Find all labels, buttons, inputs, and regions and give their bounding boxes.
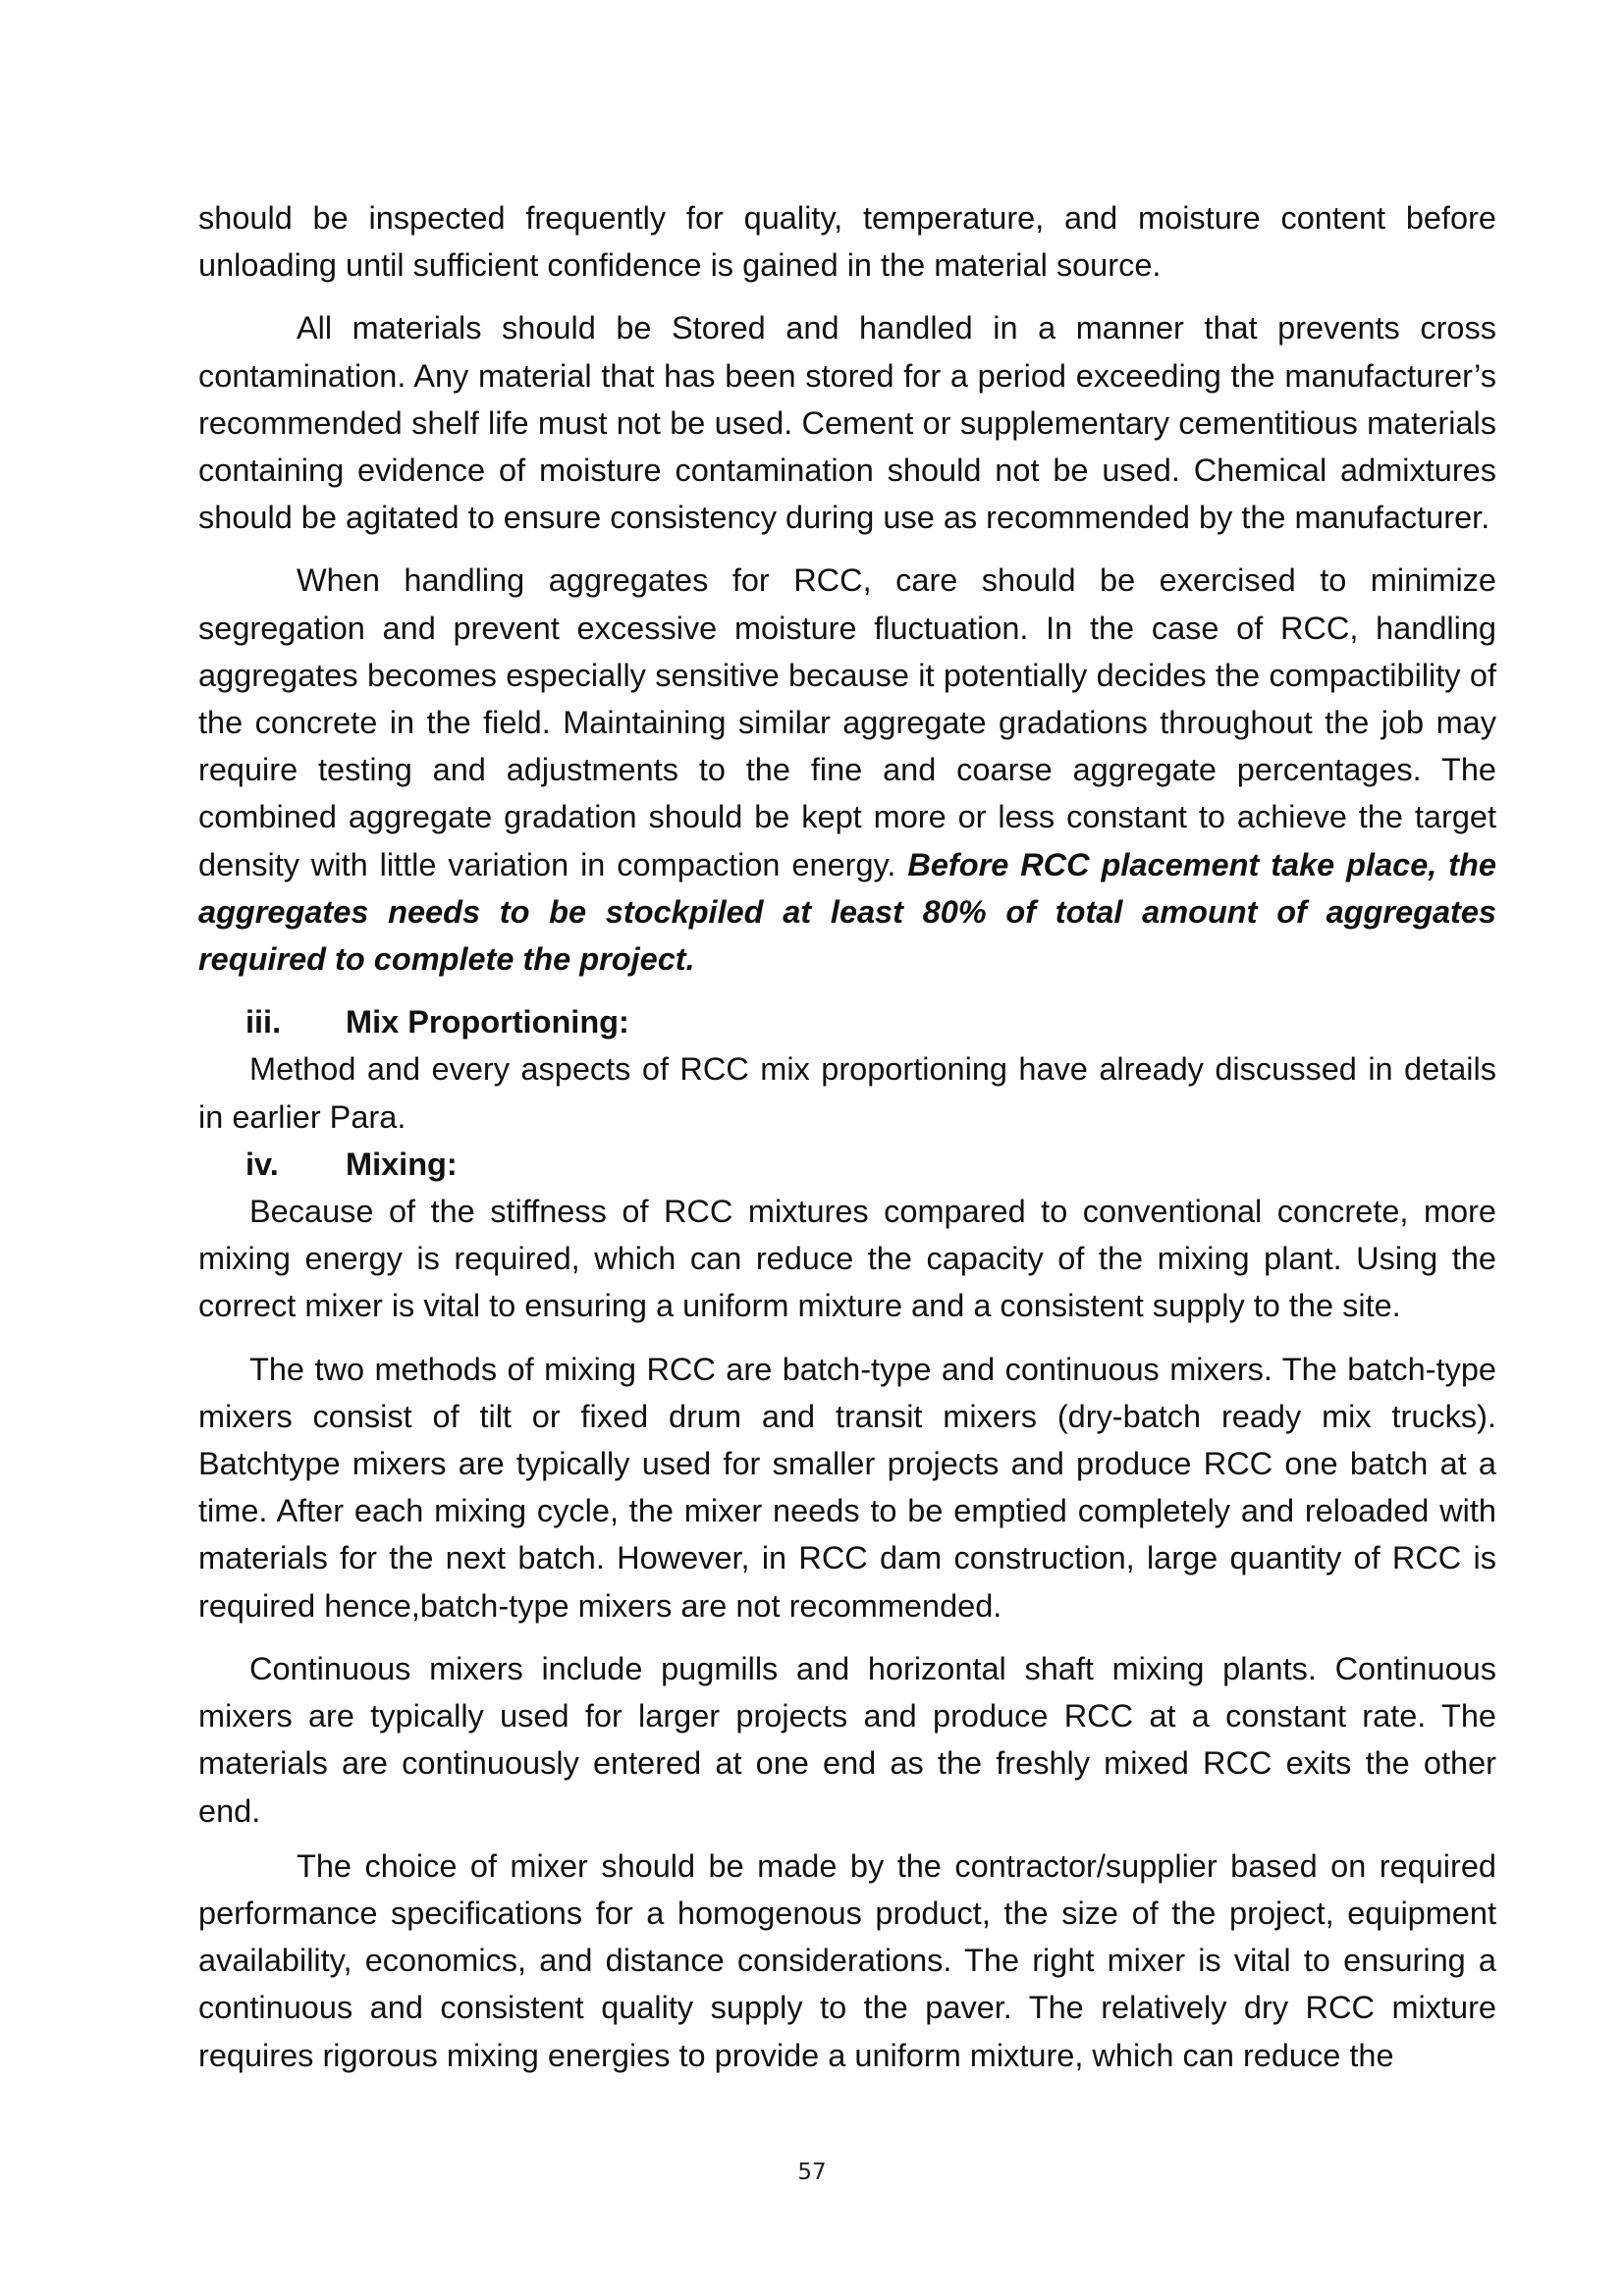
heading-title: Mixing: <box>346 1146 458 1182</box>
paragraph-mixer-choice: The choice of mixer should be made by the contractor/supplier based on required performance specifications for a homogenous product, the size of the project, equipment availability, economics, and distance considerations. The right mixer is vital to ensuring a continuous and consistent quality supply to the paver. The relatively dry RCC mixture requires rigorous mixing energies to provide a uniform mixture, which can reduce the <box>198 1847 1496 2073</box>
heading-title: Mix Proportioning: <box>346 1004 629 1041</box>
page-body <box>198 194 1496 2079</box>
heading-mixing <box>198 1141 1496 1188</box>
paragraph-inspection: should be inspected frequently for quality, temperature, and moisture content before unloading until sufficient confidence is gained in the material source. <box>198 200 1496 284</box>
heading-number: iii. <box>245 1004 282 1041</box>
heading-mix-proportioning <box>198 998 1496 1045</box>
heading-number: iv. <box>245 1146 279 1182</box>
aggregates-emphasis: Before RCC placement take place, the aggregates needs to be stockpiled at least 80% of total amount of aggregates required to complete the project. <box>198 846 1496 978</box>
paragraph-continuous-mixers: Continuous mixers include pugmills and horizontal shaft mixing plants. Continuous mixers are typically used for larger projects and produce RCC at a constant rate. The materials are continuously entered at one end as the freshly mixed RCC exits the other end. <box>198 1650 1496 1829</box>
paragraph-mix-method: Method and every aspects of RCC mix proportioning have already discussed in details in earlier Para. <box>198 1051 1496 1135</box>
page-number: 57 <box>797 2160 827 2185</box>
paragraph-storage: All materials should be Stored and handled in a manner that prevents cross contamination. Any material that has been stored for a period exceeding the manufacturer’s recommended shelf life must not be used. Cement or supplementary cementitious materials containing evidence of moisture contamination should not be used. Chemical admixtures should be agitated to ensure consistency during use as recommended by the manufacturer. <box>198 310 1496 536</box>
paragraph-mixing-methods: The two methods of mixing RCC are batch-type and continuous mixers. The batch-type mixers consist of tilt or fixed drum and transit mixers (dry-batch ready mix trucks). Batchtype mixers are typically used for smaller projects and produce RCC one batch at a time. After each mixing cycle, the mixer needs to be emptied completely and reloaded with materials for the next batch. However, in RCC dam construction, large quantity of RCC is required hence,batch-type mixers are not recommended. <box>198 1351 1496 1624</box>
paragraph-aggregates <box>198 557 1496 983</box>
aggregates-text: When handling aggregates for RCC, care should be exercised to minimize segregation and prevent excessive moisture fluctuation. In the case of RCC, handling aggregates becomes especially sensitive because it potentially decides the compactibility of the concrete in the field. Maintaining similar aggregate gradations throughout the job may require testing and adjustments to the fine and coarse aggregate percentages. The combined aggregate gradation should be kept more or less constant to achieve the target density with little variation in compaction energy. <box>198 562 1496 882</box>
paragraph-stiffness: Because of the stiffness of RCC mixtures compared to conventional concrete, more mixing energy is required, which can reduce the capacity of the mixing plant. Using the correct mixer is vital to ensuring a uniform mixture and a consistent supply to the site. <box>198 1194 1496 1324</box>
